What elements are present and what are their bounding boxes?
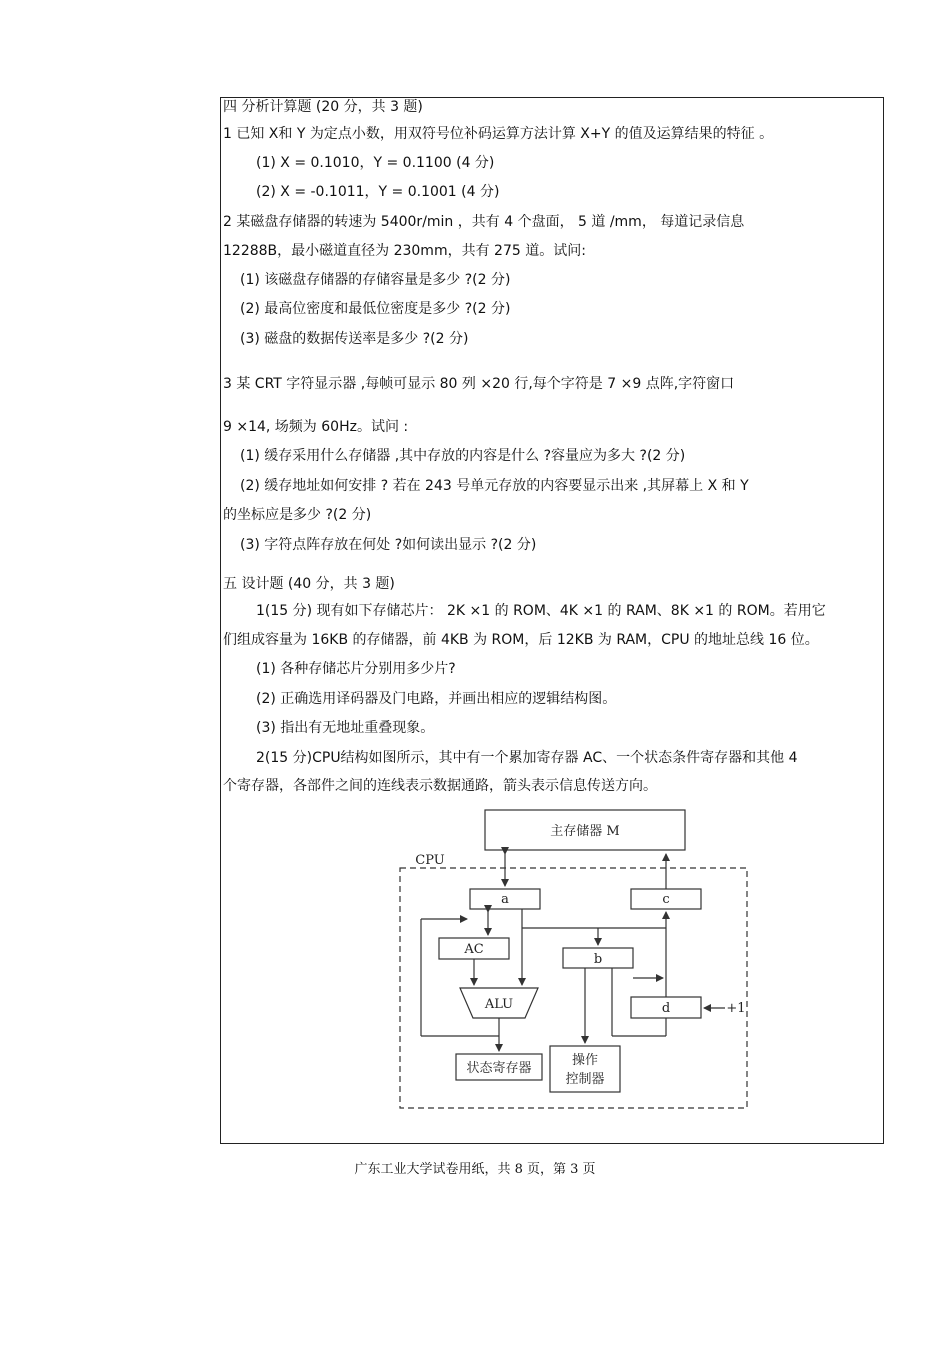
- reg-a-label: a: [501, 892, 509, 907]
- alu-label: ALU: [484, 997, 514, 1012]
- q3-part3: (3) 字符点阵存放在何处 ?如何读出显示 ?(2 分): [240, 537, 537, 553]
- reg-d-label: d: [661, 1001, 671, 1016]
- cpu-diagram: [380, 800, 770, 1120]
- control-label-line2: 控制器: [565, 1072, 605, 1087]
- q2-part3: (3) 磁盘的数据传送率是多少 ?(2 分): [240, 331, 469, 347]
- reg-c-label: c: [662, 892, 670, 907]
- cpu-label: CPU: [415, 853, 445, 868]
- reg-ac-label: AC: [464, 942, 484, 957]
- q2-stem-line2: 12288B，最小磁道直径为 230mm，共有 275 道。试问:: [223, 243, 586, 259]
- d1-stem-line1: 1(15 分) 现有如下存储芯片： 2K ×1 的 ROM、4K ×1 的 RAM、8K ×1 的 ROM。若用它: [256, 603, 826, 619]
- q1-stem: 1 已知 X和 Y 为定点小数，用双符号位补码运算方法计算 X+Y 的值及运算结果的特征 。: [223, 126, 774, 142]
- q3-stem-line1: 3 某 CRT 字符显示器 ,每帧可显示 80 列 ×20 行,每个字符是 7 ×9 点阵,字符窗口: [223, 376, 735, 392]
- reg-b-label: b: [593, 952, 603, 967]
- d2-stem-line1: 2(15 分)CPU结构如图所示，其中有一个累加寄存器 AC、一个状态条件寄存器和其他 4: [256, 750, 798, 766]
- plus-one-label: +1: [726, 1001, 746, 1016]
- q2-part1: (1) 该磁盘存储器的存储容量是多少 ?(2 分): [240, 272, 511, 288]
- d1-part1: (1) 各种存储芯片分别用多少片?: [256, 661, 456, 677]
- q2-stem-line1: 2 某磁盘存储器的转速为 5400r/min ，共有 4 个盘面， 5 道 /mm， 每道记录信息: [223, 214, 745, 230]
- q3-part2-line2: 的坐标应是多少 ?(2 分): [223, 507, 372, 523]
- status-reg-label: 状态寄存器: [466, 1061, 532, 1076]
- d1-part2: (2) 正确选用译码器及门电路，并画出相应的逻辑结构图。: [256, 691, 617, 707]
- control-label-line1: 操作: [571, 1053, 599, 1068]
- page-footer: 广东工业大学试卷用纸，共 8 页，第 3 页: [354, 1162, 596, 1177]
- main-memory-label: 主存储器 M: [550, 824, 620, 839]
- q2-part2: (2) 最高位密度和最低位密度是多少 ?(2 分): [240, 301, 511, 317]
- q3-part2-line1: (2) 缓存地址如何安排 ? 若在 243 号单元存放的内容要显示出来 ,其屏幕上 X 和 Y: [240, 478, 749, 494]
- d1-stem-line2: 们组成容量为 16KB 的存储器，前 4KB 为 ROM，后 12KB 为 RAM，CPU 的地址总线 16 位。: [223, 632, 819, 648]
- section4-heading: 四 分析计算题 (20 分，共 3 题): [223, 99, 423, 115]
- q1-part1: (1) X = 0.1010，Y = 0.1100 (4 分): [256, 155, 495, 171]
- d2-stem-line2: 个寄存器，各部件之间的连线表示数据通路，箭头表示信息传送方向。: [223, 778, 657, 794]
- q3-stem-line2: 9 ×14, 场频为 60Hz。试问 :: [223, 419, 409, 435]
- q1-part2: (2) X = -0.1011，Y = 0.1001 (4 分): [256, 184, 500, 200]
- section5-heading: 五 设计题 (40 分，共 3 题): [223, 576, 395, 592]
- d1-part3: (3) 指出有无地址重叠现象。: [256, 720, 435, 736]
- q3-part1: (1) 缓存采用什么存储器 ,其中存放的内容是什么 ?容量应为多大 ?(2 分): [240, 448, 686, 464]
